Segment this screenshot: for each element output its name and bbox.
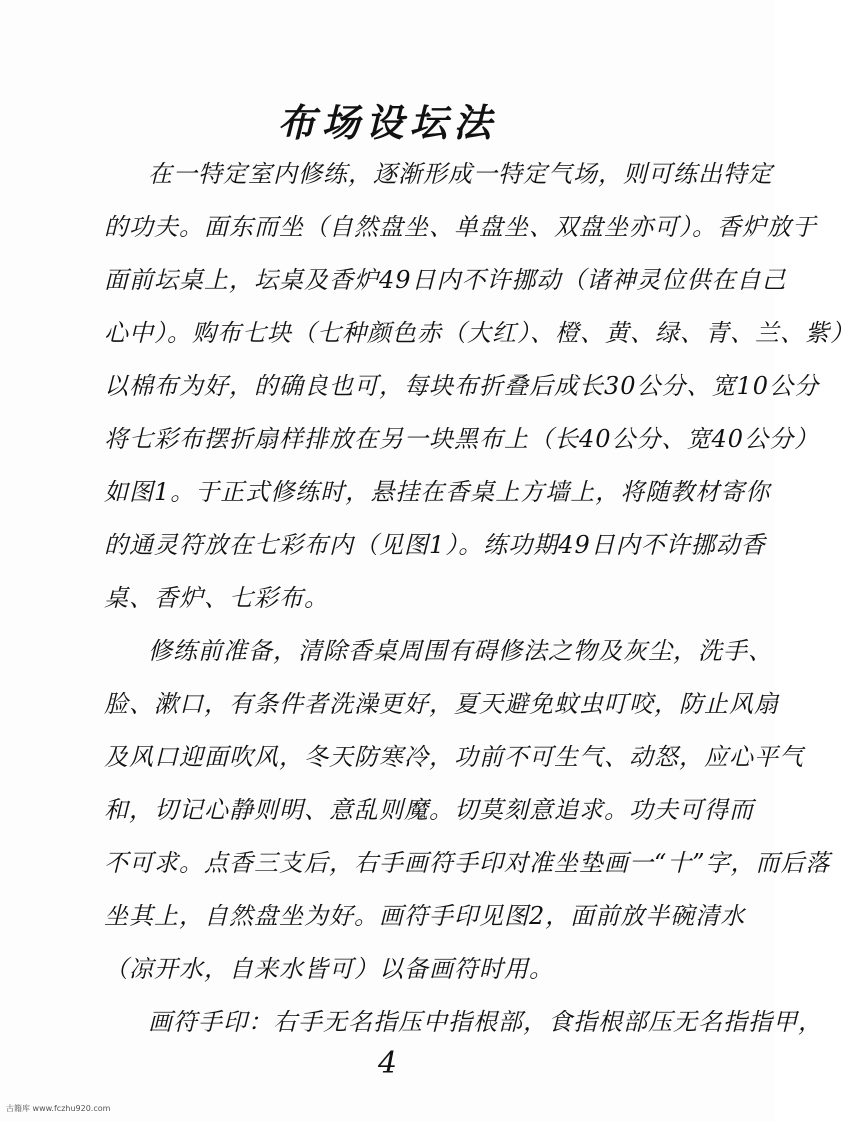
document-title: 布场设坛法 — [277, 100, 498, 145]
text-line: 心中）。购布七块（七种颜色赤（大红）、橙、黄、绿、青、兰、紫） — [104, 319, 855, 347]
text-line: 桌、香炉、七彩布。 — [104, 584, 329, 612]
text-line: 不可求。点香三支后，右手画符手印对准坐垫画一“十”字，而后落 — [104, 849, 831, 877]
text-line: 坐其上，自然盘坐为好。画符手印见图2，面前放半碗清水 — [104, 902, 746, 930]
page-number: 4 — [377, 1046, 398, 1081]
paragraph-3 — [56, 996, 823, 1049]
text-line: 的功夫。面东而坐（自然盘坐、单盘坐、双盘坐亦可）。香炉放于 — [104, 213, 817, 241]
paragraph-2 — [56, 625, 831, 996]
text-line: （凉开水，自来水皆可）以备画符时用。 — [104, 955, 554, 983]
text-line: 如图1。于正式修练时，悬挂在香桌上方墙上，将随教材寄你 — [104, 478, 771, 506]
text-line: 脸、漱口，有条件者洗澡更好，夏天避免蚊虫叮咬，防止风扇 — [104, 690, 779, 718]
text-line: 将七彩布摆折扇样排放在另一块黑布上（长40公分、宽40公分） — [104, 425, 820, 453]
text-line: 在一特定室内修练，逐渐形成一特定气场，则可练出特定 — [148, 160, 773, 188]
text-line: 的通灵符放在七彩布内（见图1）。练功期49日内不许挪动香 — [104, 531, 766, 559]
text-line: 及风口迎面吹风，冬天防寒冷，功前不可生气、动怒，应心平气 — [104, 743, 804, 771]
text-line: 修练前准备，清除香桌周围有碍修法之物及灰尘，洗手、 — [148, 637, 773, 665]
site-watermark: 古籍库 www.fczhu920.com — [6, 1104, 111, 1113]
paragraph-1 — [56, 148, 855, 625]
text-line: 以棉布为好，的确良也可，每块布折叠后成长30公分、宽10公分 — [104, 372, 820, 400]
text-line: 画符手印：右手无名指压中指根部，食指根部压无名指指甲， — [148, 1008, 823, 1036]
text-line: 和，切记心静则明、意乱则魔。切莫刻意追求。功夫可得而 — [104, 796, 754, 824]
document-body — [56, 148, 855, 1049]
text-line: 面前坛桌上，坛桌及香炉49日内不许挪动（诸神灵位供在自己 — [104, 266, 787, 294]
